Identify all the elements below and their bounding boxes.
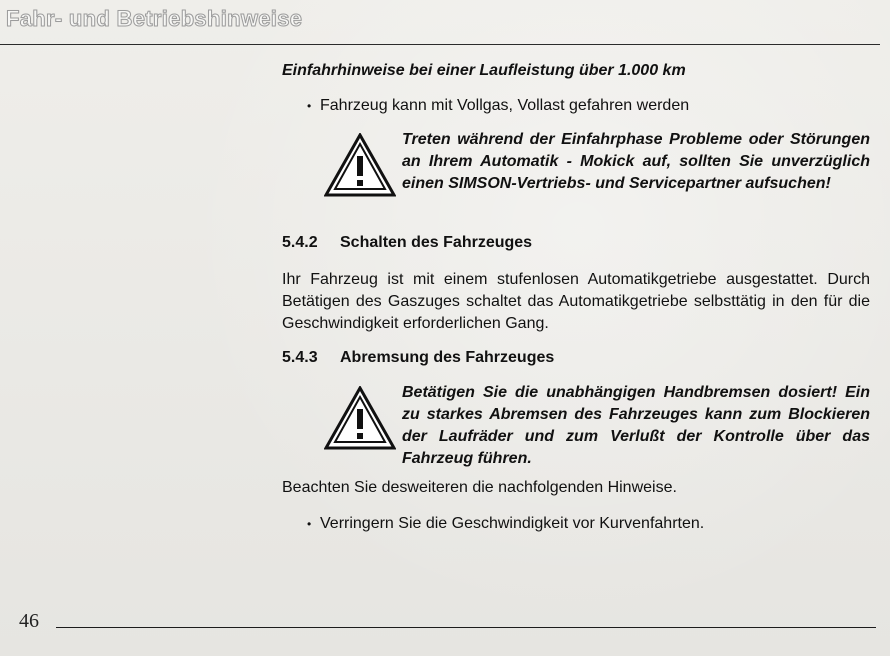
warning-box-braking — [324, 382, 870, 474]
bullet-text: Fahrzeug kann mit Vollgas, Vollast gefahren werden — [320, 97, 690, 114]
warning-box-break-in — [324, 129, 870, 221]
bullet-list-item — [282, 513, 870, 535]
warning-triangle-icon — [324, 133, 396, 197]
closing-paragraph: Beachten Sie desweiteren die nachfolgenden Hinweise. — [282, 479, 677, 496]
warning-triangle-icon — [324, 386, 396, 450]
transmission-paragraph: Ihr Fahrzeug ist mit einem stufenlosen Automatikgetriebe ausgestattet. Durch Betätigen des Gaszuges schaltet das Automatikgetriebe selbsttätig in den für die Geschwindigkeit erforderlichen Gang. — [282, 271, 870, 332]
bullet-dot: • — [307, 517, 312, 531]
break-in-title: Einfahrhinweise bei einer Laufleistung über 1.000 km — [282, 62, 686, 79]
page-number: 46 — [19, 610, 39, 632]
section-title: Abremsung des Fahrzeuges — [340, 349, 555, 366]
section-number: 5.4.2 — [282, 234, 318, 251]
page-header-title: Fahr- und Betriebshinweise — [6, 6, 303, 31]
section-title: Schalten des Fahrzeuges — [340, 234, 533, 251]
section-number: 5.4.3 — [282, 349, 318, 366]
bullet-list-item — [282, 95, 870, 117]
warning-text: Treten während der Einfahrphase Probleme oder Störungen an Ihrem Automatik - Mokick auf, sollten Sie unverzüglich einen SIMSON-Vertriebs- und Servicepartner aufsuchen! — [402, 131, 870, 192]
main-content — [282, 60, 870, 535]
footer-divider — [56, 627, 876, 628]
warning-text: Betätigen Sie die unabhängigen Handbremsen dosiert! Ein zu starkes Abremsen des Fahrzeuges kann zum Blockieren der Laufräder und zum Verlußt der Kontrolle über das Fahrzeug führen. — [402, 384, 870, 467]
bullet-text: Verringern Sie die Geschwindigkeit vor Kurvenfahrten. — [320, 515, 705, 532]
header-divider — [0, 44, 880, 45]
bullet-dot: • — [307, 99, 312, 113]
section-heading-5-4-3 — [282, 347, 870, 369]
section-heading-5-4-2 — [282, 232, 870, 254]
